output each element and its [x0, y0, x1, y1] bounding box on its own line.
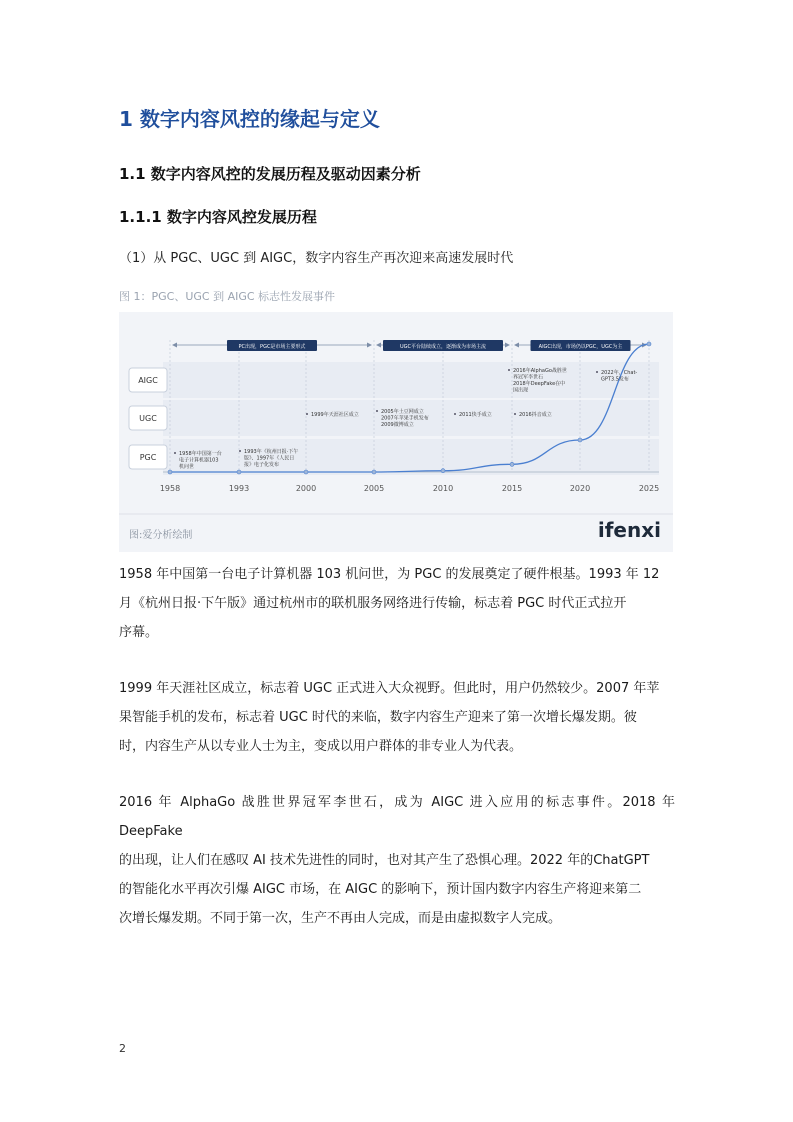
paragraph-aigc	[119, 788, 675, 933]
annotation-bullet	[376, 410, 378, 412]
paragraph-line: 2016 年 AlphaGo 战胜世界冠军李世石，成为 AIGC 进入应用的标志事件。2018 年 DeepFake	[119, 795, 675, 839]
paragraph-line: 1958 年中国第一台电子计算机器 103 机问世，为 PGC 的发展奠定了硬件根基。1993 年 12	[119, 567, 660, 582]
period-arrow	[376, 343, 381, 348]
data-point	[510, 462, 514, 466]
x-tick-label: 2000	[295, 484, 317, 493]
period-arrow	[172, 343, 177, 348]
paragraph-line: 果智能手机的发布，标志着 UGC 时代的来临，数字内容生产迎来了第一次增长爆发期。彼	[119, 710, 637, 725]
row-band	[163, 439, 659, 475]
row-band	[163, 362, 659, 398]
period-arrow	[514, 343, 519, 348]
x-tick-label: 2010	[432, 484, 454, 493]
x-tick-label: 1993	[228, 484, 250, 493]
x-tick-label: 1958	[159, 484, 181, 493]
annotation-text: 2009微博成立	[381, 422, 414, 428]
annotation-bullet	[306, 413, 308, 415]
annotation-text: 2011快手成立	[459, 412, 492, 418]
annotation-text: 2007年苹果手机发布	[381, 415, 429, 422]
data-point	[304, 470, 308, 474]
annotation-text: 版》、1997年《人民日	[244, 455, 295, 462]
period-label: PC出现，PGC是市场主要形式	[238, 344, 306, 350]
annotation-text: 2016年AlphaGo战胜世	[513, 368, 567, 374]
data-point	[372, 470, 376, 474]
annotation-bullet	[508, 369, 510, 371]
ifenxi-logo: ifenxi	[597, 518, 661, 542]
period-label: AIGC出现，市场仍以PGC，UGC为主	[538, 344, 623, 350]
timeline-chart	[119, 312, 673, 552]
figure-caption: 图 1：PGC、UGC 到 AIGC 标志性发展事件	[119, 290, 336, 303]
paragraph-line: 的智能化水平再次引爆 AIGC 市场，在 AIGC 的影响下，预计国内数字内容生产将迎来第二	[119, 882, 642, 897]
annotation-text: 1993年《杭州日报·下午	[244, 449, 299, 455]
annotation-bullet	[174, 452, 176, 454]
page-number: 2	[119, 1042, 126, 1055]
subsubsection-title: 1.1.1 数字内容风控发展历程	[119, 208, 317, 226]
annotation-text: 1999年天涯社区成立	[311, 412, 359, 418]
period-label: UGC平台陆续成立，逐渐成为市场主流	[399, 344, 487, 350]
annotation-text: 2022年，Chat-	[601, 370, 638, 376]
x-tick-label: 2005	[363, 484, 385, 493]
x-tick-label: 2020	[569, 484, 591, 493]
annotation-text: 电子计算机器103	[179, 457, 219, 464]
row-label: PGC	[139, 453, 157, 462]
period-arrow	[367, 343, 372, 348]
annotation-text: 2005年土豆网成立	[381, 409, 424, 415]
paragraph-line: 次增长爆发期。不同于第一次，生产不再由人完成，而是由虚拟数字人完成。	[119, 911, 562, 926]
data-point	[647, 342, 651, 346]
annotation-text: 1958年中国第一台	[179, 451, 222, 457]
period-arrow	[505, 343, 510, 348]
annotation-bullet	[454, 413, 456, 415]
data-point	[578, 438, 582, 442]
paragraph-line: 1999 年天涯社区成立，标志着 UGC 正式进入大众视野。但此时，用户仍然较少。2007 年苹	[119, 681, 660, 696]
paragraph-line: 月《杭州日报·下午版》通过杭州市的联机服务网络进行传输，标志着 PGC 时代正式拉开	[119, 596, 627, 611]
paragraph-pgc	[119, 560, 675, 647]
timeline-figure	[119, 312, 673, 552]
data-point	[168, 470, 172, 474]
x-tick-label: 2025	[638, 484, 660, 493]
annotation-bullet	[514, 413, 516, 415]
annotation-text: 机问世	[179, 464, 195, 470]
annotation-text: 2018年DeepFake在中	[513, 381, 566, 387]
subsection-title: 1.1 数字内容风控的发展历程及驱动因素分析	[119, 165, 421, 183]
data-point	[237, 470, 241, 474]
annotation-text: GPT3.5发布	[601, 376, 629, 383]
annotation-text: 界冠军李世石	[513, 374, 544, 381]
annotation-text: 报》电子化发布	[244, 462, 280, 468]
annotation-bullet	[239, 450, 241, 452]
annotation-text: 国出现	[513, 387, 529, 394]
paragraph-line: 时，内容生产从以专业人士为主，变成以用户群体的非专业人为代表。	[119, 739, 523, 754]
topic-heading: （1）从 PGC、UGC 到 AIGC，数字内容生产再次迎来高速发展时代	[119, 251, 514, 266]
data-point	[441, 469, 445, 473]
x-tick-label: 2015	[501, 484, 523, 493]
paragraph-ugc	[119, 674, 675, 761]
section-title: 1 数字内容风控的缘起与定义	[119, 107, 380, 131]
paragraph-line: 序幕。	[119, 625, 159, 640]
row-label: UGC	[139, 414, 157, 423]
annotation-bullet	[596, 371, 598, 373]
row-label: AIGC	[138, 376, 158, 385]
figure-source: 图:爱分析绘制	[129, 530, 193, 541]
paragraph-line: 的出现，让人们在感叹 AI 技术先进性的同时，也对其产生了恐惧心理。2022 年的ChatGPT	[119, 853, 650, 868]
annotation-text: 2016抖音成立	[519, 412, 552, 418]
